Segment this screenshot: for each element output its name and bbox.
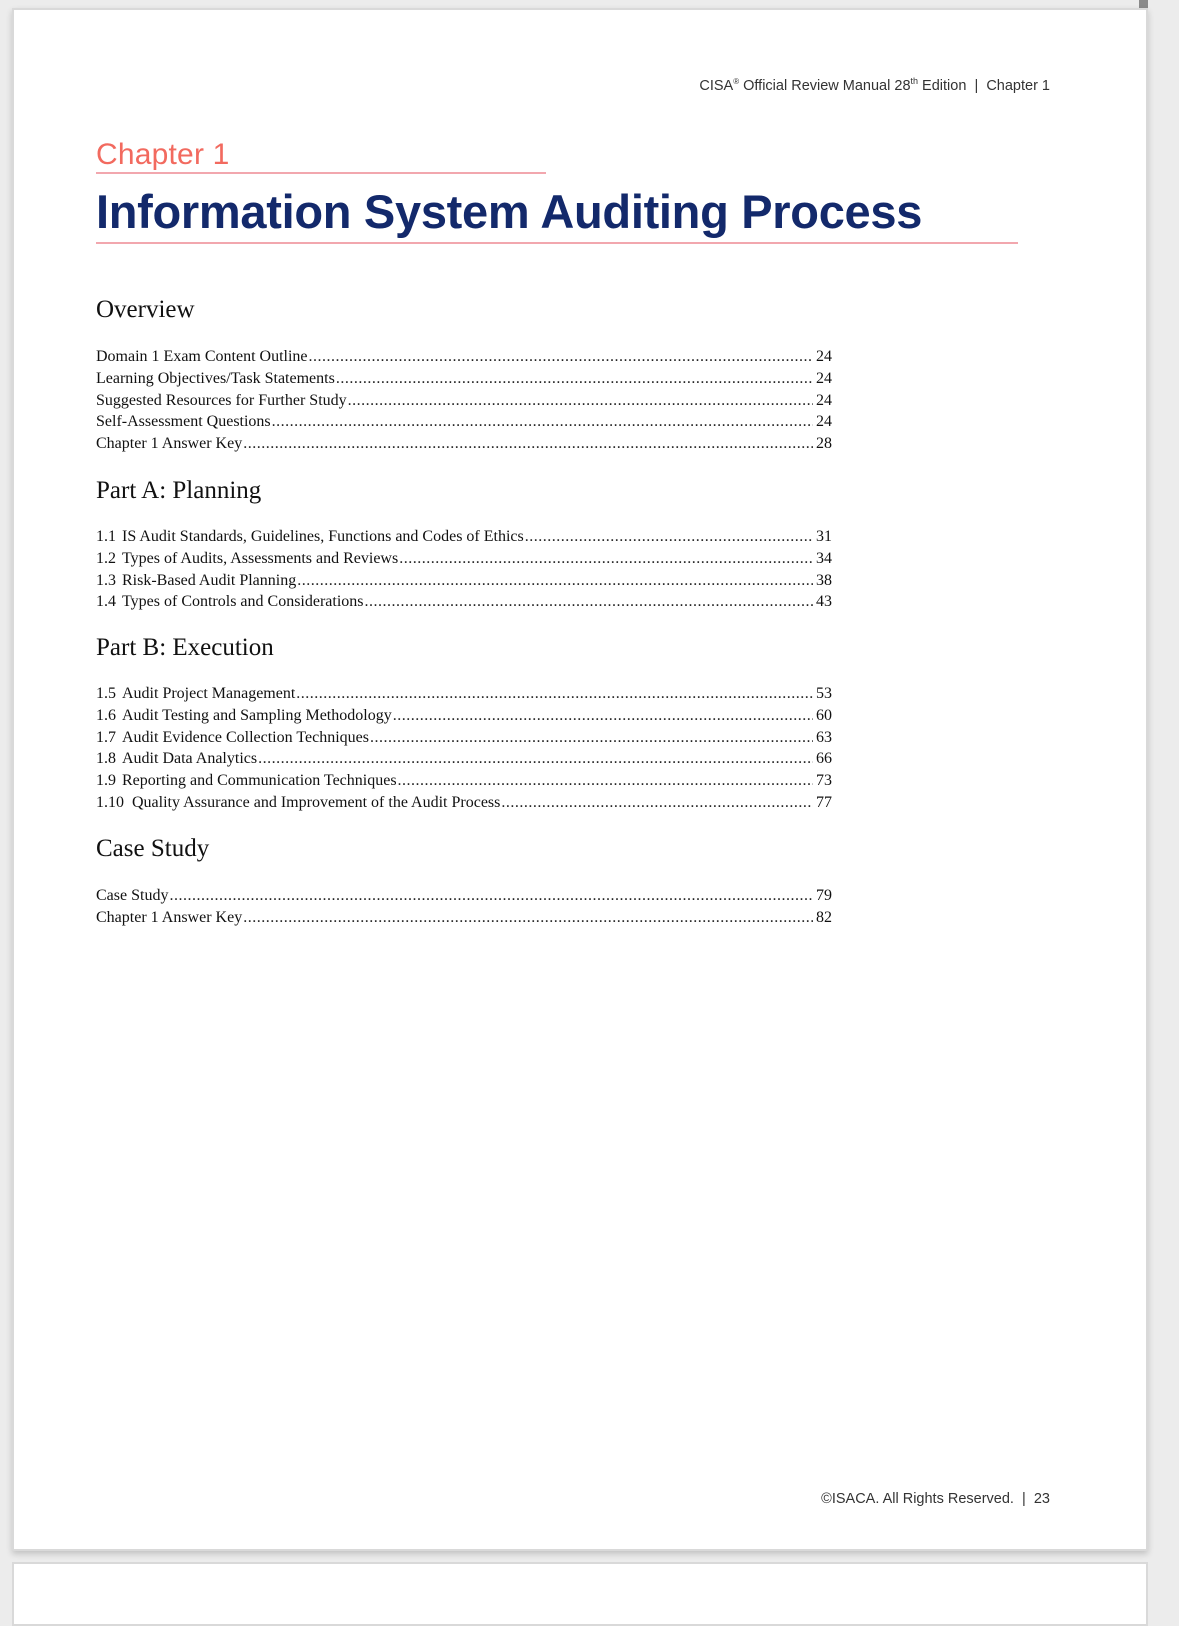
toc-entry-page: 38 [816,571,832,589]
next-page-edge [12,1562,1148,1626]
section-heading-overview: Overview [96,296,195,323]
toc-entry-label: Self-Assessment Questions [96,413,271,431]
toc-entry-page: 66 [816,750,832,768]
dot-leader [243,433,813,455]
toc-entry-page: 24 [816,369,832,387]
toc-entry-label: Types of Audits, Assessments and Reviews [122,549,399,567]
toc-entry-label: Types of Controls and Considerations [122,593,364,611]
dot-leader [370,727,813,749]
chapter-title-underline [96,242,1018,244]
toc-entry-number: 1.4 [96,593,116,611]
toc-entry-number: 1.9 [96,772,116,790]
toc-part-a [96,526,832,613]
section-heading-case-study: Case Study [96,835,210,862]
toc-entry-page: 28 [816,435,832,453]
footer-copyright: ©ISACA. All Rights Reserved. [821,1491,1014,1507]
toc-entry-page: 63 [816,728,832,746]
dot-leader [501,792,813,814]
header-edition-word: Edition [918,77,967,94]
chapter-title: Information System Auditing Process [96,185,923,238]
toc-entry-number: 1.6 [96,706,116,724]
toc-entry[interactable] [96,683,832,705]
running-header [699,76,1050,94]
page-footer [821,1491,1050,1507]
dot-leader [348,390,813,412]
toc-entry-page: 73 [816,772,832,790]
toc-entry-label: Quality Assurance and Improvement of the Audit Process [132,793,501,811]
toc-entry-page: 24 [816,348,832,365]
dot-leader [393,705,813,727]
toc-entry[interactable] [96,885,832,907]
toc-entry-page: 60 [816,706,832,724]
toc-entry-label: Audit Testing and Sampling Methodology [122,706,392,724]
toc-entry-number: 1.1 [96,528,116,545]
chapter-label-underline [96,172,546,174]
section-heading-part-a: Part A: Planning [96,477,262,504]
dot-leader [258,748,813,770]
dot-leader [272,411,813,433]
dot-leader [525,526,813,548]
toc-entry-label: Audit Data Analytics [122,750,258,768]
toc-entry-label: Risk-Based Audit Planning [122,571,297,589]
dot-leader [365,591,813,613]
toc-entry-number: 1.10 [96,793,124,811]
dot-leader [398,770,813,792]
header-chapter: Chapter 1 [986,77,1050,94]
toc-entry-page: 24 [816,413,832,431]
dot-leader [169,885,813,907]
toc-entry-page: 43 [816,593,832,611]
toc-entry[interactable] [96,548,832,570]
footer-page-number: 23 [1033,1491,1050,1507]
dot-leader [399,548,813,570]
toc-entry-number: 1.5 [96,685,116,702]
toc-entry-label: Case Study [96,887,169,904]
toc-entry-number: 1.2 [96,549,116,567]
header-edition-sup: th [910,76,919,86]
toc-entry-label: Learning Objectives/Task Statements [96,369,335,387]
toc-entry-page: 82 [816,908,832,926]
toc-entry[interactable] [96,770,832,792]
dot-leader [336,368,813,390]
toc-entry-page: 77 [816,793,832,811]
toc-entry[interactable] [96,390,832,412]
toc-entry[interactable] [96,433,832,455]
dot-leader [243,907,813,929]
toc-overview [96,346,832,455]
toc-entry[interactable] [96,748,832,770]
toc-entry[interactable] [96,368,832,390]
toc-part-b [96,683,832,814]
header-product: CISA [699,77,734,94]
toc-entry-label: Chapter 1 Answer Key [96,435,243,453]
toc-entry-label: Reporting and Communication Techniques [122,772,397,790]
toc-entry-number: 1.8 [96,750,116,768]
toc-entry-label: Suggested Resources for Further Study [96,391,347,409]
toc-entry-label: Chapter 1 Answer Key [96,908,243,926]
toc-entry-page: 34 [816,549,832,567]
toc-entry-page: 24 [816,391,832,409]
toc-entry-page: 53 [816,685,832,702]
toc-entry[interactable] [96,526,832,548]
toc-entry[interactable] [96,727,832,749]
toc-entry[interactable] [96,907,832,929]
toc-entry[interactable] [96,792,832,814]
dot-leader [297,570,813,592]
toc-entry[interactable] [96,411,832,433]
toc-entry-page: 79 [816,887,832,904]
toc-entry-label: Audit Project Management [122,685,296,702]
header-title: Official Review Manual 28 [739,77,911,94]
toc-entry[interactable] [96,570,832,592]
section-heading-part-b: Part B: Execution [96,634,274,661]
toc-entry[interactable] [96,705,832,727]
dot-leader [296,683,813,705]
toc-entry-number: 1.7 [96,728,116,746]
toc-entry[interactable] [96,346,832,368]
chapter-label: Chapter 1 [96,138,230,171]
toc-entry-page: 31 [816,528,832,545]
header-separator: | [974,77,979,94]
registered-mark: ® [733,77,740,86]
toc-entry-label: Domain 1 Exam Content Outline [96,348,308,365]
toc-entry-label: IS Audit Standards, Guidelines, Functions and Codes of Ethics [122,528,524,545]
footer-separator: | [1022,1491,1026,1507]
toc-entry[interactable] [96,591,832,613]
toc-case-study [96,885,832,929]
toc-entry-label: Audit Evidence Collection Techniques [122,728,369,746]
toc-entry-number: 1.3 [96,571,116,589]
dot-leader [309,346,813,368]
document-page [12,8,1148,1551]
